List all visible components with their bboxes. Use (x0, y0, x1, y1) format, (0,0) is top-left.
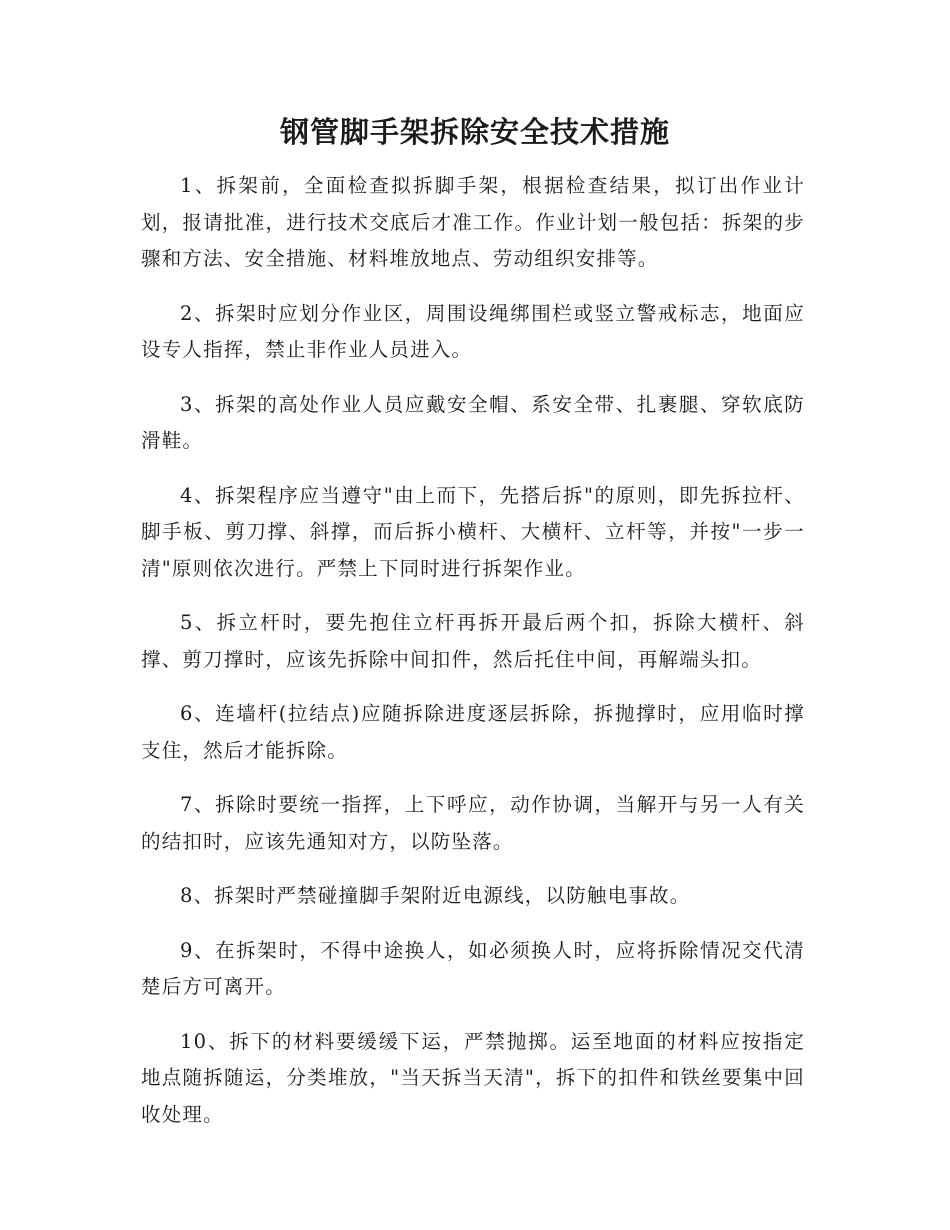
paragraph-9: 9、在拆架时，不得中途换人，如必须换人时，应将拆除情况交代清楚后方可离开。 (141, 938, 805, 998)
paragraph-2: 2、拆架时应划分作业区，周围设绳绑围栏或竖立警戒标志，地面应设专人指挥，禁止非作业人员进入。 (141, 301, 805, 361)
document-title: 钢管脚手架拆除安全技术措施 (279, 115, 670, 149)
paragraph-7: 7、拆除时要统一指挥，上下呼应，动作协调，当解开与另一人有关的结扣时，应该先通知对方，以防坠落。 (141, 793, 805, 853)
paragraph-3: 3、拆架的高处作业人员应戴安全帽、系安全带、扎裹腿、穿软底防滑鞋。 (141, 392, 805, 452)
paragraph-4: 4、拆架程序应当遵守"由上而下，先搭后拆"的原则，即先拆拉杆、脚手板、剪刀撑、斜撑，而后拆小横杆、大横杆、立杆等，并按"一步一清"原则依次进行。严禁上下同时进行拆架作业。 (141, 483, 805, 580)
paragraph-10: 10、拆下的材料要缓缓下运，严禁抛掷。运至地面的材料应按指定地点随拆随运，分类堆放，"当天拆当天清"，拆下的扣件和铁丝要集中回收处理。 (141, 1029, 805, 1126)
document-body (141, 168, 805, 1151)
paragraph-8: 8、拆架时严禁碰撞脚手架附近电源线，以防触电事故。 (180, 884, 691, 907)
paragraph-5: 5、拆立杆时，要先抱住立杆再拆开最后两个扣，拆除大横杆、斜撑、剪刀撑时，应该先拆除中间扣件，然后托住中间，再解端头扣。 (141, 611, 805, 671)
paragraph-1: 1、拆架前，全面检查拟拆脚手架，根据检查结果，拟订出作业计划，报请批准，进行技术交底后才准工作。作业计划一般包括：拆架的步骤和方法、安全措施、材料堆放地点、劳动组织安排等。 (141, 174, 805, 270)
paragraph-6: 6、连墙杆(拉结点)应随拆除进度逐层拆除，拆抛撑时，应用临时撑支住，然后才能拆除。 (141, 702, 805, 762)
